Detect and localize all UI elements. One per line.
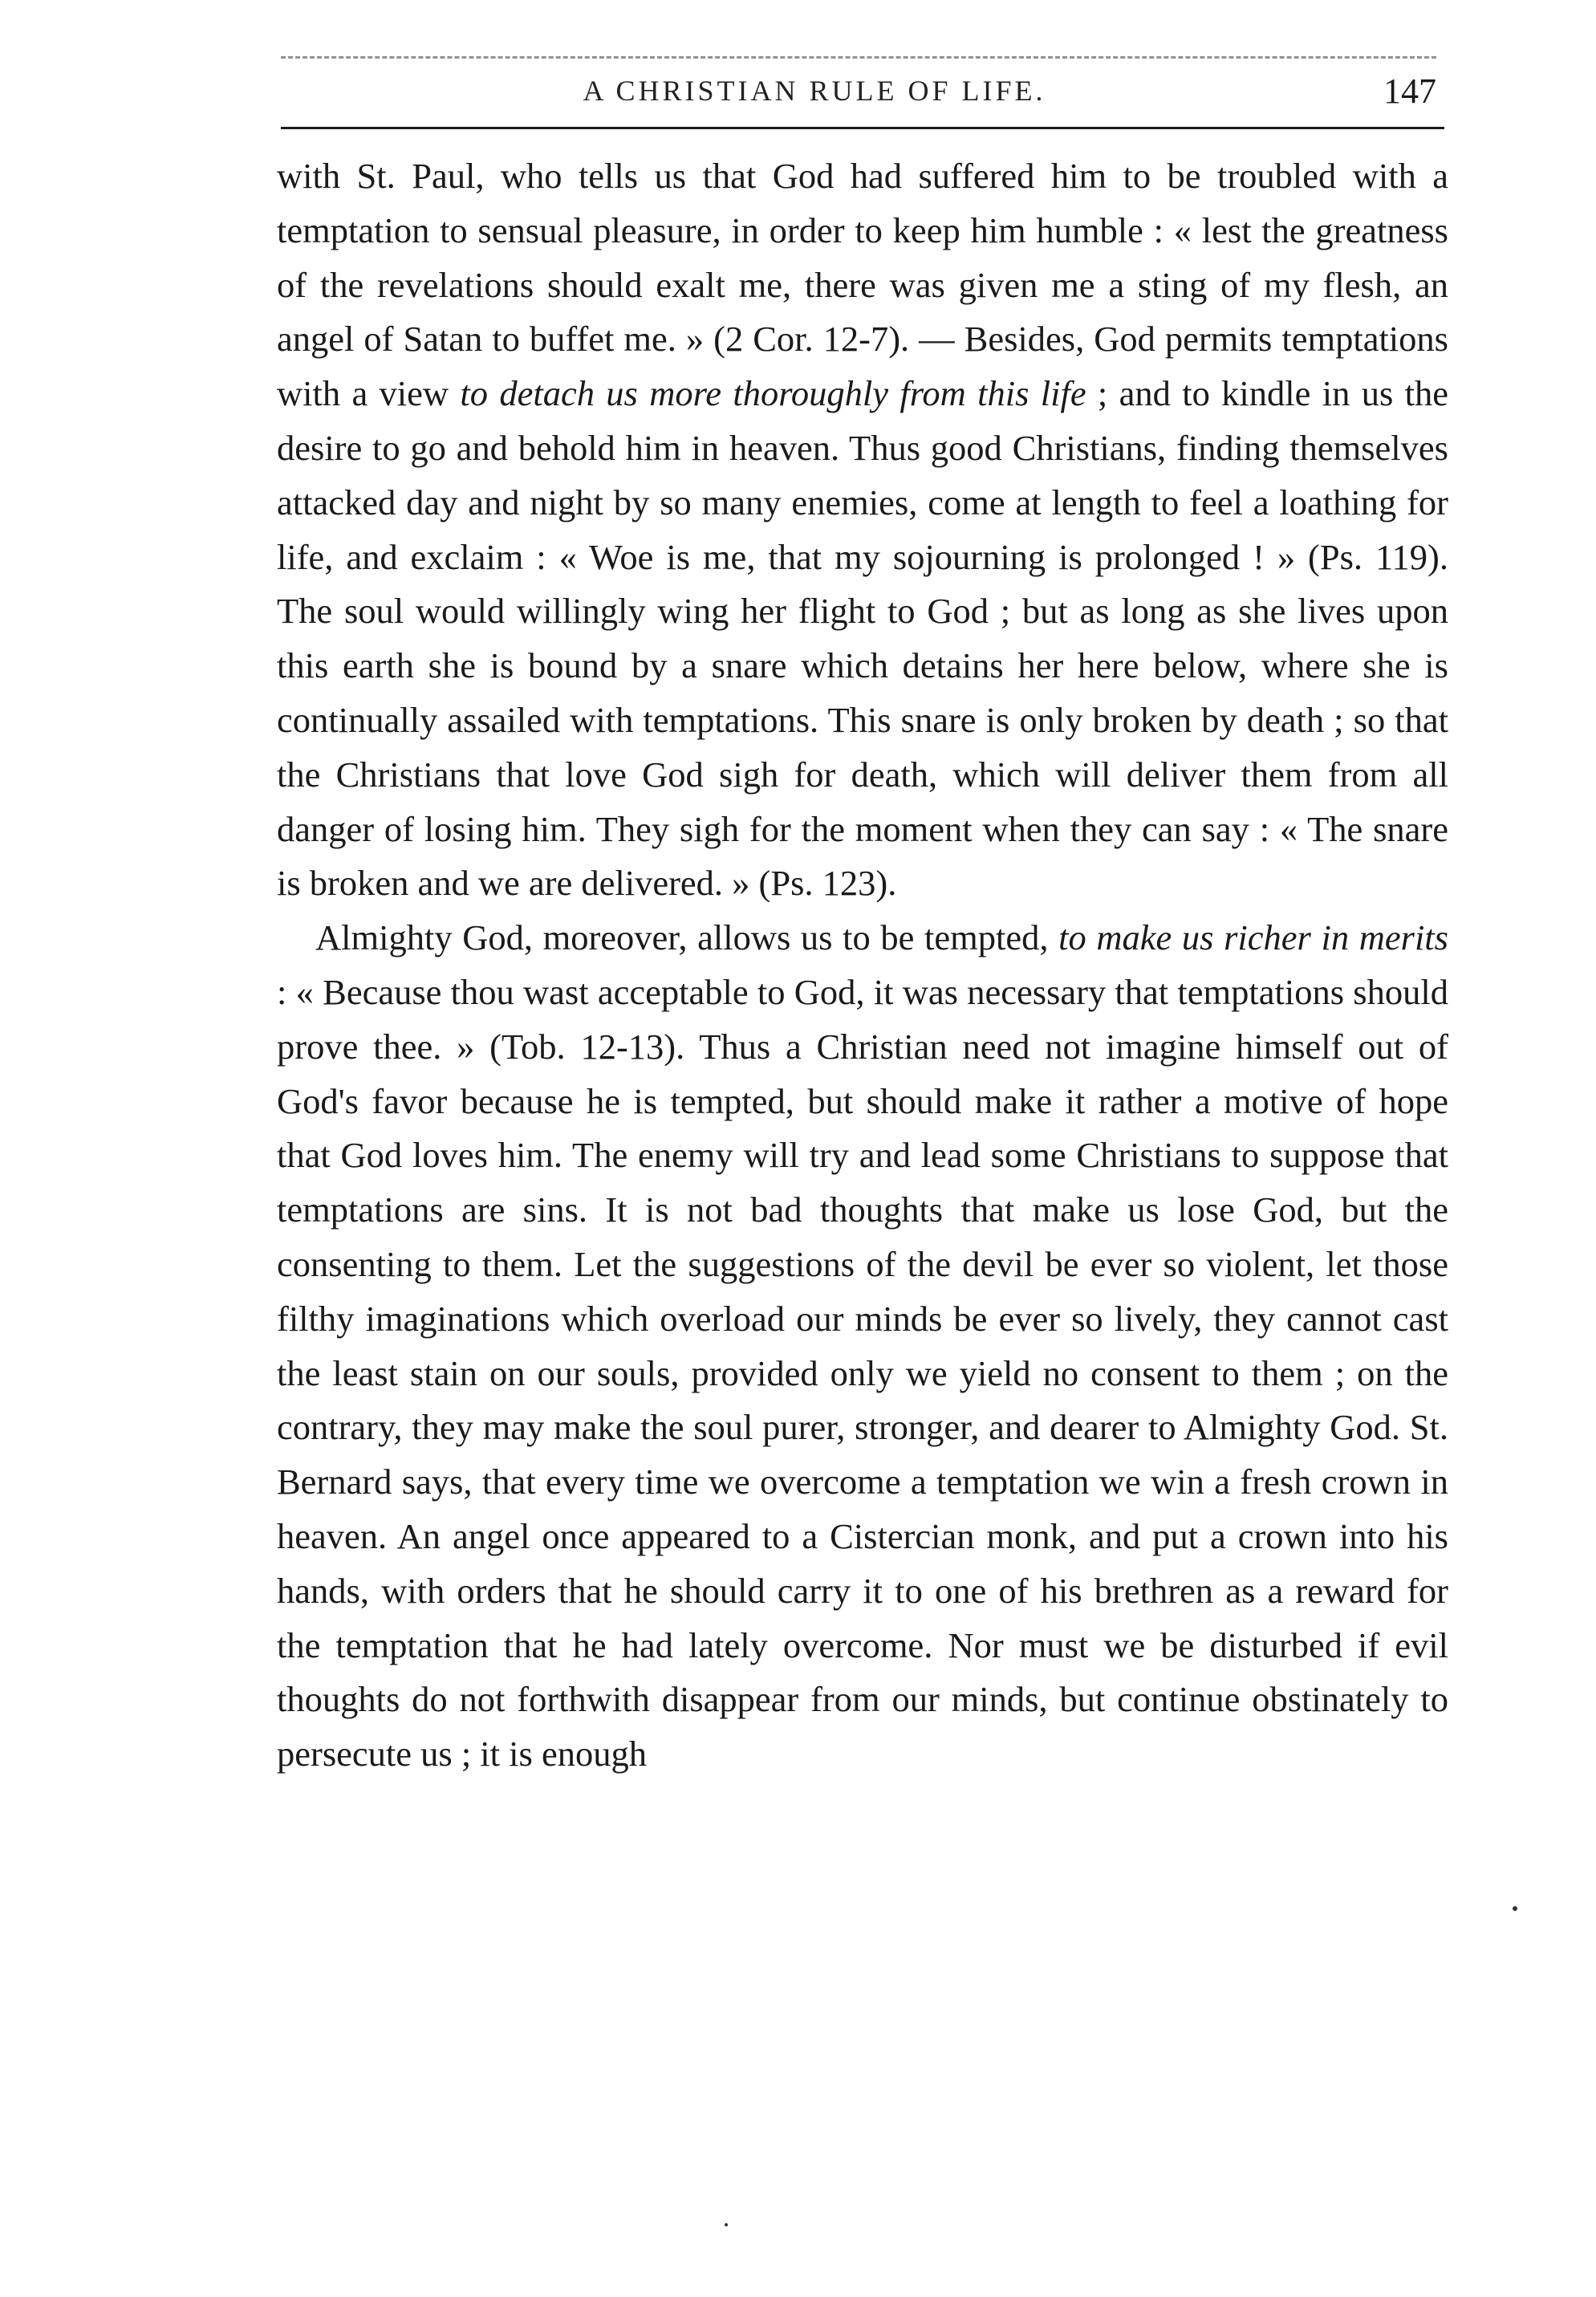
scan-speck bbox=[725, 2223, 728, 2226]
page-header bbox=[281, 71, 1444, 122]
running-title: A CHRISTIAN RULE OF LIFE. bbox=[583, 75, 1046, 107]
header-rule bbox=[281, 127, 1444, 129]
paragraph-2-text-a: Almighty God, moreover, allows us to be tempted, bbox=[315, 917, 1059, 958]
paragraph-2 bbox=[277, 911, 1448, 1782]
scan-speck bbox=[1513, 1906, 1517, 1911]
top-edge-rule bbox=[281, 56, 1436, 59]
page-number: 147 bbox=[1383, 71, 1436, 111]
paragraph-1-italic-phrase: to detach us more thoroughly from this life bbox=[460, 373, 1086, 414]
body-text bbox=[277, 149, 1448, 1782]
paragraph-2-italic-phrase: to make us richer in merits bbox=[1058, 917, 1448, 958]
paragraph-1-text-b: ; and to kindle in us the desire to go and behold him in heaven. Thus good Christians, finding themselves attacked day and night by so many enemies, come at length to feel a loathing for life, and exclaim : « Woe is me, that my sojourning is prolonged ! » (Ps. 119). The soul would willingly wing her flight to God ; but as long as she lives upon this earth she is bound by a snare which detains her here below, where she is continually assailed with temptations. This snare is only broken by death ; so that the Christians that love God sigh for death, which will deliver them from all danger of losing him. They sigh for the moment when they can say : « The snare is broken and we are delivered. » (Ps. 123). bbox=[277, 373, 1448, 904]
paragraph-1-text-a: with St. Paul, who tells us that God had suffered him to be troubled with a temptation to sensual pleasure, in order to keep him humble : « lest the greatness of the revelations should exalt me, there was given me a sting of my flesh, an angel of Satan to buffet me. » (2 Cor. 12-7). — Besides, God permits temptations with a view bbox=[277, 156, 1448, 414]
paragraph-2-text-b: : « Because thou wast acceptable to God, it was necessary that temptations should prove thee. » (Tob. 12-13). Thus a Christian need not imagine himself out of God's favor because he is tempted, but should make it rather a motive of hope that God loves him. The enemy will try and lead some Christians to suppose that temptations are sins. It is not bad thoughts that make us lose God, but the consenting to them. Let the suggestions of the devil be ever so violent, let those filthy imaginations which overload our minds be ever so lively, they cannot cast the least stain on our souls, provided only we yield no consent to them ; on the contrary, they may make the soul purer, stronger, and dearer to Almighty God. St. Bernard says, that every time we overcome a temptation we win a fresh crown in heaven. An angel once appeared to a Cistercian monk, and put a crown into his hands, with orders that he should carry it to one of his brethren as a reward for the temptation that he had lately overcome. Nor must we be disturbed if evil thoughts do not forthwith disappear from our minds, but continue obstinately to persecute us ; it is enough bbox=[277, 971, 1448, 1775]
paragraph-1 bbox=[277, 149, 1448, 911]
